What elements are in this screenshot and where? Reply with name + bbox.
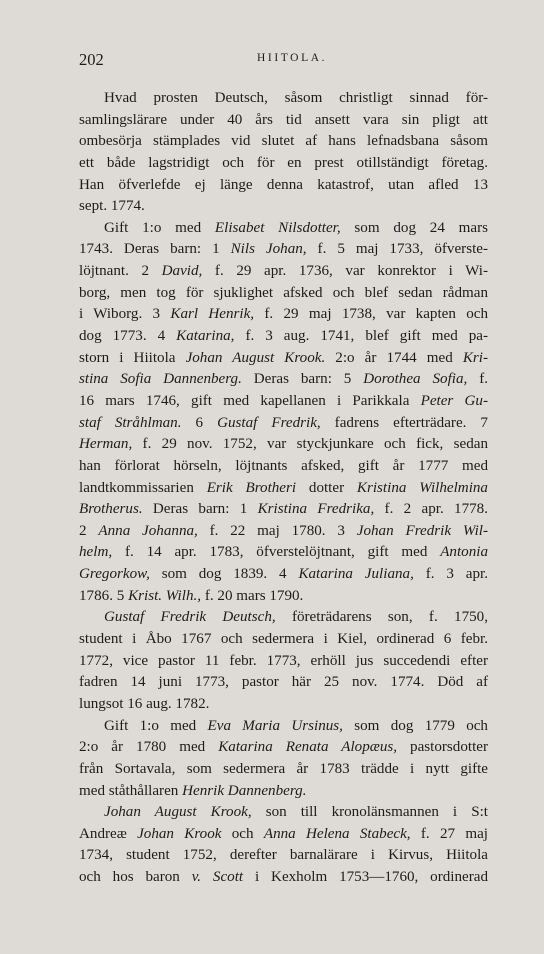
text-line	[79, 607, 488, 629]
text-line	[79, 110, 488, 132]
text-run: f. 14 apr. 1783, öfverstelöjtnant, gift med	[112, 544, 441, 561]
text-run: f. 5 maj 1733, öfverste-	[306, 241, 489, 258]
text-line	[79, 283, 488, 305]
text-line	[79, 348, 488, 370]
text-run: fadren 14 juni 1773, pastor här 25 nov. 1774. Död af	[79, 674, 488, 691]
italic-name: Kristina Wilhelmina	[356, 479, 488, 496]
italic-name: Anna Helena Stabeck,	[263, 825, 411, 842]
running-title: HIITOLA.	[257, 52, 328, 64]
text-run: Han öfverlefde ej länge denna katastrof, utan afled 13	[79, 176, 488, 193]
page-header	[79, 50, 474, 72]
page-number: 202	[79, 50, 104, 69]
italic-name: Antonia	[440, 544, 488, 561]
italic-name: Katarina Renata Alopæus,	[218, 739, 398, 756]
text-run: Hvad prosten Deutsch, såsom christligt sinnad för-	[104, 90, 488, 106]
italic-name: Henrik Dannenberg.	[182, 782, 307, 799]
italic-name: Erik Brotheri	[206, 479, 297, 496]
italic-name: David,	[161, 263, 203, 280]
italic-name: Dorothea Sofia,	[363, 371, 468, 388]
italic-name: stina Sofia Dannenberg.	[79, 371, 242, 388]
text-run: son till kronolänsmannen i S:t	[251, 804, 488, 821]
text-run: storn i Hiitola	[79, 349, 186, 366]
text-run: dotter	[296, 479, 357, 496]
text-run: lungsot 16 aug. 1782.	[79, 695, 210, 712]
text-line	[79, 196, 488, 218]
italic-name: Brotherus.	[79, 501, 143, 518]
text-line	[79, 629, 488, 651]
text-run: student i Åbo 1767 och sedermera i Kiel, ordinerad 6 febr.	[79, 631, 488, 648]
text-run: ett både lagstridigt och för en prest otillständigt företag.	[79, 154, 488, 171]
text-run: f. 2 apr. 1778.	[374, 501, 488, 518]
italic-name: Katarina Juliana,	[298, 566, 414, 583]
italic-name: Anna Johanna,	[98, 522, 198, 539]
text-run: f. 29 apr. 1736, var konrektor i Wi-	[202, 263, 488, 280]
body-text	[79, 88, 488, 889]
text-line	[79, 218, 488, 240]
text-run: löjtnant. 2	[79, 263, 162, 280]
text-run: pastorsdotter	[397, 739, 489, 756]
text-line	[79, 737, 488, 759]
text-run: f.	[467, 371, 489, 388]
text-run: f. 3 aug. 1741, blef gift med pa-	[234, 328, 489, 345]
italic-name: Peter Gu-	[420, 392, 488, 409]
text-line	[79, 478, 488, 500]
italic-name: Katarina,	[176, 328, 235, 345]
text-run: och	[221, 825, 264, 842]
text-run: Gift 1:o med	[104, 717, 208, 734]
text-run: ombesörja stämplades vid slutet af hans lefnadsbana såsom	[79, 133, 488, 150]
text-line	[79, 413, 488, 435]
text-line	[79, 326, 488, 348]
text-run: i Wiborg. 3	[79, 306, 171, 323]
text-run: från Sortavala, som sedermera år 1783 trädde i nytt gifte	[79, 760, 488, 777]
text-line	[79, 521, 488, 543]
text-line	[79, 672, 488, 694]
italic-name: Gustaf Fredrik Deutsch,	[104, 609, 276, 626]
text-line	[79, 88, 488, 110]
italic-name: Johan Krook	[137, 825, 222, 842]
text-run: Andreæ	[79, 825, 138, 842]
text-line	[79, 824, 488, 846]
text-run: Deras barn: 5	[241, 371, 364, 388]
text-line	[79, 456, 488, 478]
text-line	[79, 781, 488, 803]
text-line	[79, 845, 488, 867]
text-line	[79, 304, 488, 326]
italic-name: Johan Fredrik Wil-	[356, 522, 488, 539]
text-run: han förlorat hörseln, löjtnants afsked, gift år 1777 med	[79, 457, 488, 474]
text-run: 1743. Deras barn: 1	[79, 241, 231, 258]
italic-name: Krist. Wilh.,	[128, 587, 202, 604]
text-line	[79, 261, 488, 283]
text-line	[79, 175, 488, 197]
text-line	[79, 239, 488, 261]
text-run: i Kexholm 1753—1760, ordinerad	[243, 869, 489, 886]
text-line	[79, 716, 488, 738]
text-run: 2:o år 1744 med	[325, 349, 463, 366]
italic-name: Johan August Krook.	[185, 349, 326, 366]
text-run: med ståthållaren	[79, 782, 183, 799]
italic-name: Nils Johan,	[230, 241, 307, 258]
text-run: borg, men tog för sjuklighet afsked och blef sedan rådman	[79, 284, 488, 301]
text-run: 2	[79, 522, 99, 539]
text-line	[79, 694, 488, 716]
text-run: dog 1773. 4	[79, 328, 177, 345]
text-line	[79, 867, 488, 889]
text-run: företrädarens son, f. 1750,	[275, 609, 488, 626]
text-line	[79, 759, 488, 781]
text-line	[79, 586, 488, 608]
text-run: som dog 24 mars	[340, 219, 488, 236]
text-run: f. 29 nov. 1752, var styckjunkare och fick, sedan	[132, 436, 488, 453]
text-line	[79, 564, 488, 586]
text-run: 2:o år 1780 med	[79, 739, 219, 756]
text-run: f. 29 maj 1738, var kapten och	[254, 306, 488, 323]
italic-name: v. Scott	[191, 869, 244, 886]
text-line	[79, 434, 488, 456]
italic-name: Herman,	[79, 436, 133, 453]
text-run: 1772, vice pastor 11 febr. 1773, erhöll jus succedendi efter	[79, 652, 488, 669]
italic-name: Karl Henrik,	[170, 306, 255, 323]
text-run: Deras barn: 1	[142, 501, 258, 518]
italic-name: Eva Maria Ursinus,	[207, 717, 343, 734]
text-line	[79, 802, 488, 824]
text-line	[79, 131, 488, 153]
text-line	[79, 499, 488, 521]
text-run: fadrens efterträdare. 7	[320, 414, 488, 431]
italic-name: Kristina Fredrika,	[257, 501, 375, 518]
italic-name: Kri-	[462, 349, 488, 366]
text-run: som dog 1839. 4	[149, 566, 299, 583]
text-run: landtkommissarien	[79, 479, 207, 496]
text-line	[79, 651, 488, 673]
text-run: 6	[181, 414, 218, 431]
text-run: sept. 1774.	[79, 198, 145, 215]
text-run: 1786. 5	[79, 587, 129, 604]
text-run: f. 27 maj	[410, 825, 489, 842]
text-run: f. 3 apr.	[413, 566, 488, 583]
text-run: 16 mars 1746, gift med kapellanen i Parikkala	[79, 392, 421, 409]
italic-name: helm,	[79, 544, 113, 561]
text-run: f. 20 mars 1790.	[201, 587, 304, 604]
italic-name: staf Stråhlman.	[79, 414, 182, 431]
italic-name: Gregorkow,	[79, 566, 150, 583]
text-run: som dog 1779 och	[342, 717, 488, 734]
text-run: f. 22 maj 1780. 3	[197, 522, 357, 539]
text-run: samlingslärare under 40 års tid ansett vara sin pligt att	[79, 111, 488, 128]
text-line	[79, 153, 488, 175]
italic-name: Johan August Krook,	[104, 804, 252, 821]
text-line	[79, 391, 488, 413]
italic-name: Gustaf Fredrik,	[217, 414, 321, 431]
text-line	[79, 542, 488, 564]
text-run: och hos baron	[79, 869, 192, 886]
text-line	[79, 369, 488, 391]
text-run: 1734, student 1752, derefter barnalärare i Kirvus, Hiitola	[79, 847, 488, 864]
italic-name: Elisabet Nilsdotter,	[214, 219, 341, 236]
text-run: Gift 1:o med	[104, 219, 215, 236]
